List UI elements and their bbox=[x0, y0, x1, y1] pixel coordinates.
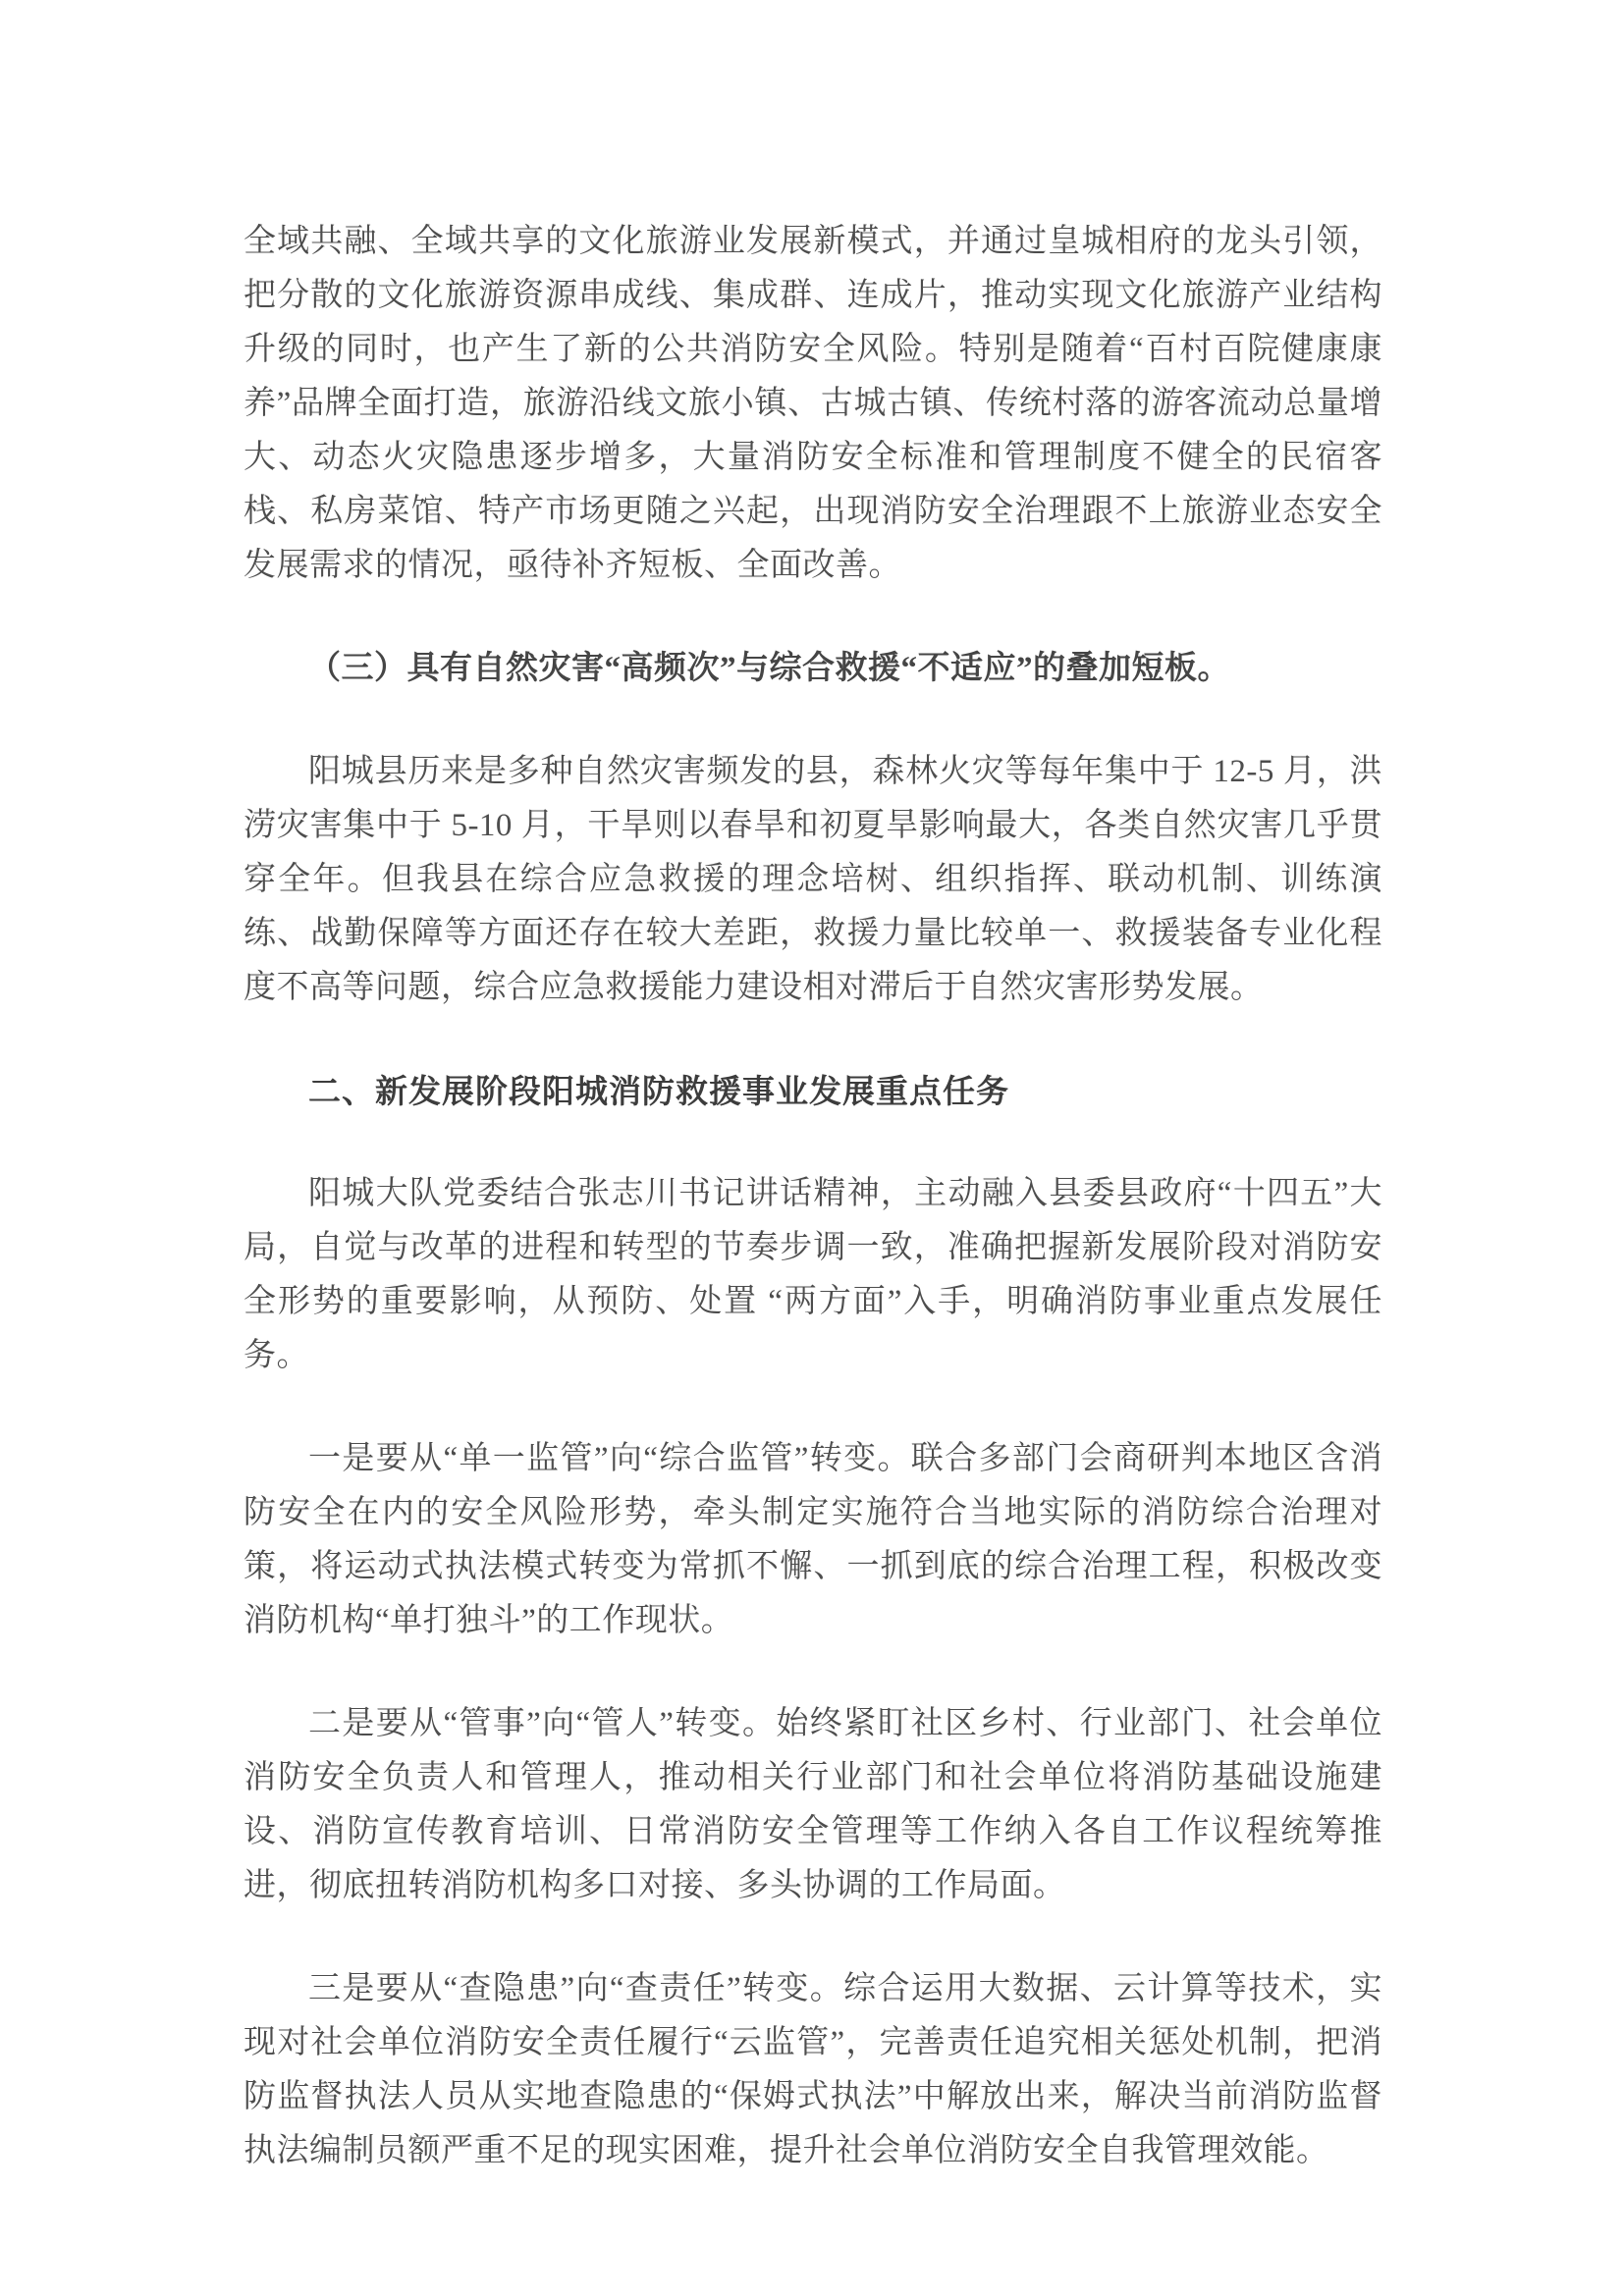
paragraph-party-committee-plan: 阳城大队党委结合张志川书记讲话精神，主动融入县委县政府“十四五”大局，自觉与改革的进程和转型的节奏步调一致，准确把握新发展阶段对消防安全形势的重要影响，从预防、处置 “两方面”入手，明确消防事业重点发展任务。 bbox=[244, 1176, 1382, 1373]
heading-section-three-natural-disaster: （三）具有自然灾害“高频次”与综合救援“不适应”的叠加短板。 bbox=[308, 651, 1230, 686]
paragraph-task-two-manage-people: 二是要从“管事”向“管人”转变。始终紧盯社区乡村、行业部门、社会单位消防安全负责人和管理人，推动相关行业部门和社会单位将消防基础设施建设、消防宣传教育培训、日常消防安全管理等工作纳入各自工作议程统筹推进，彻底扭转消防机构多口对接、多头协调的工作局面。 bbox=[244, 1706, 1382, 1903]
paragraph-natural-disaster-overview: 阳城县历来是多种自然灾害频发的县，森林火灾等每年集中于 12-5 月，洪涝灾害集中于 5-10 月，干旱则以春旱和初夏旱影响最大，各类自然灾害几乎贯穿全年。但我县在综合应急救援的理念培树、组织指挥、联动机制、训练演练、战勤保障等方面还存在较大差距，救援力量比较单一、救援装备专业化程度不高等问题，综合应急救援能力建设相对滞后于自然灾害形势发展。 bbox=[244, 754, 1382, 1005]
paragraph-tourism-fire-risk: 全域共融、全域共享的文化旅游业发展新模式，并通过皇城相府的龙头引领，把分散的文化旅游资源串成线、集成群、连成片，推动实现文化旅游产业结构升级的同时，也产生了新的公共消防安全风险。特别是随着“百村百院健康康养”品牌全面打造，旅游沿线文旅小镇、古城古镇、传统村落的游客流动总量增大、动态火灾隐患逐步增多，大量消防安全标准和管理制度不健全的民宿客栈、私房菜馆、特产市场更随之兴起，出现消防安全治理跟不上旅游业态安全发展需求的情况，亟待补齐短板、全面改善。 bbox=[244, 224, 1382, 583]
paragraph-task-one-comprehensive-supervision: 一是要从“单一监管”向“综合监管”转变。联合多部门会商研判本地区含消防安全在内的安全风险形势，牵头制定实施符合当地实际的消防综合治理对策，将运动式执法模式转变为常抓不懈、一抓到底的综合治理工程，积极改变消防机构“单打独斗”的工作现状。 bbox=[244, 1441, 1382, 1638]
paragraph-task-three-check-responsibility: 三是要从“查隐患”向“查责任”转变。综合运用大数据、云计算等技术，实现对社会单位消防安全责任履行“云监管”，完善责任追究相关惩处机制，把消防监督执法人员从实地查隐患的“保姆式执法”中解放出来，解决当前消防监督执法编制员额严重不足的现实困难，提升社会单位消防安全自我管理效能。 bbox=[244, 1971, 1382, 2168]
heading-part-two-key-tasks: 二、新发展阶段阳城消防救援事业发展重点任务 bbox=[308, 1073, 1009, 1109]
